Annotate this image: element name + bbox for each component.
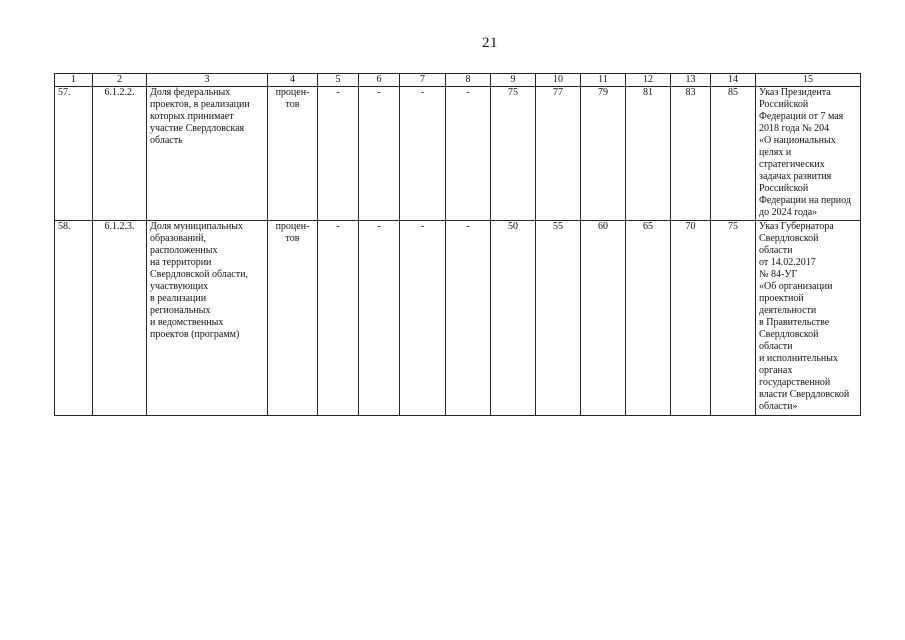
table-row [55,221,861,416]
indicator-description: Доля муниципальных образований, расположенных на территории Свердловской области, участвующих в реализации региональных и ведомственных проектов (программ) [147,221,268,416]
indicator-code: 6.1.2.2. [93,87,147,221]
value-cell: - [318,221,359,416]
column-header: 8 [446,74,491,87]
column-header: 4 [268,74,318,87]
column-header: 2 [93,74,147,87]
column-header: 13 [671,74,711,87]
column-header: 9 [491,74,536,87]
value-cell: 83 [671,87,711,221]
value-cell: - [359,221,400,416]
column-header: 11 [581,74,626,87]
value-cell: 75 [711,221,756,416]
legal-basis: Указ Губернатора Свердловской области от 14.02.2017 № 84-УГ «Об организации проектной деятельности в Правительстве Свердловской области и исполнительных органах государственной власти Свердловской области» [756,221,861,416]
value-cell: 79 [581,87,626,221]
column-header: 10 [536,74,581,87]
value-cell: - [400,87,446,221]
indicators-table [54,73,861,416]
page-number: 21 [482,35,498,51]
header-row [55,74,861,87]
value-cell: 65 [626,221,671,416]
value-cell: 75 [491,87,536,221]
column-header: 7 [400,74,446,87]
value-cell: 85 [711,87,756,221]
value-cell: - [359,87,400,221]
column-header: 15 [756,74,861,87]
column-header: 14 [711,74,756,87]
value-cell: - [318,87,359,221]
column-header: 5 [318,74,359,87]
row-number: 57. [55,87,93,221]
value-cell: 70 [671,221,711,416]
row-number: 58. [55,221,93,416]
indicator-code: 6.1.2.3. [93,221,147,416]
value-cell: - [446,87,491,221]
column-header: 12 [626,74,671,87]
legal-basis: Указ Президента Российской Федерации от 7 мая 2018 года № 204 «О национальных целях и стратегических задачах развития Российской Федерации на период до 2024 года» [756,87,861,221]
column-header: 3 [147,74,268,87]
value-cell: 60 [581,221,626,416]
column-header: 1 [55,74,93,87]
value-cell: - [400,221,446,416]
value-cell: 55 [536,221,581,416]
table-row [55,87,861,221]
indicator-description: Доля федеральных проектов, в реализации которых принимает участие Свердловская область [147,87,268,221]
unit-of-measure: процен- тов [268,87,318,221]
column-header: 6 [359,74,400,87]
value-cell: 77 [536,87,581,221]
value-cell: 50 [491,221,536,416]
value-cell: - [446,221,491,416]
value-cell: 81 [626,87,671,221]
unit-of-measure: процен- тов [268,221,318,416]
